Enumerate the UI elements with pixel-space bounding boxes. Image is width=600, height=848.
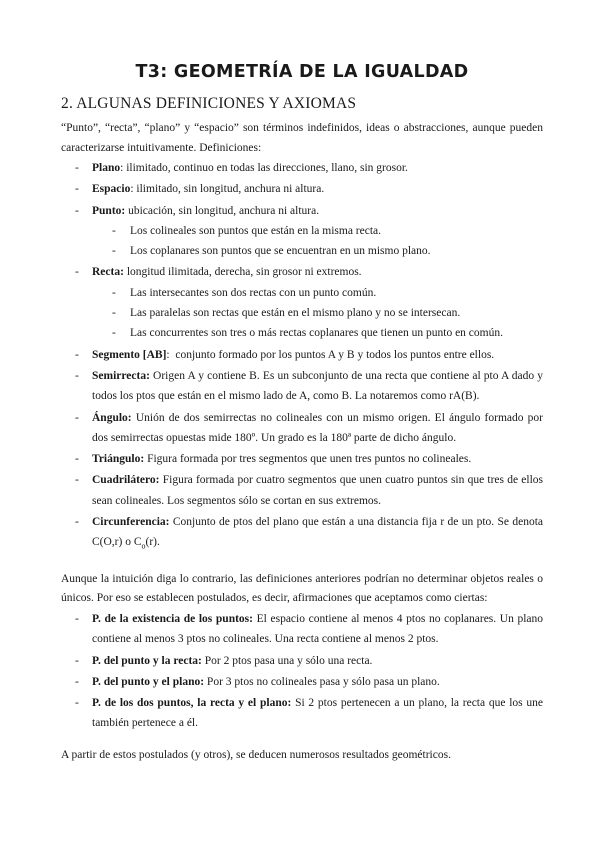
definition-text: Figura formada por tres segmentos que unen tres puntos no colineales. — [147, 453, 472, 466]
sub-item: - Las paralelas son rectas que están en el mismo plano y no se intersecan. — [92, 303, 543, 323]
postulate-term: P. del punto y la recta: — [92, 654, 202, 667]
definition-text: Unión de dos semirrectas no colineales con un mismo origen. El ángulo formado por dos semirrectas opuestas mide 180º. Un grado es la 180ª parte de dicho ángulo. — [92, 411, 543, 444]
definition-text: Figura formada por cuatro segmentos que unen cuatro puntos sin que tres de ellos sean colineales. Los segmentos sólo se cortan en sus extremos. — [92, 474, 544, 507]
section-heading: 2. ALGUNAS DEFINICIONES Y AXIOMAS — [61, 95, 357, 112]
definition-term: Ángulo: — [92, 411, 132, 424]
postulates-list — [61, 609, 543, 734]
definition-text: Conjunto de ptos del plano que están a una distancia fija r de un pto. Se denota C(O,r) o C — [92, 516, 544, 549]
postulate-text: El espacio contiene al menos 4 ptos no coplanares. Un plano contiene al menos 3 ptos no colineales. Una recta contiene al menos 2 ptos. — [92, 612, 544, 646]
definition-term: Semirrecta: — [92, 369, 150, 382]
definition-term: Cuadrilátero: — [92, 474, 160, 487]
definition-item: - Plano: ilimitado, continuo en todas las direcciones, llano, sin grosor. — [61, 158, 543, 178]
definition-term: Punto: — [92, 204, 126, 217]
definition-term: Segmento [AB] — [92, 348, 167, 361]
sub-list — [92, 283, 543, 344]
definitions-list — [61, 158, 543, 557]
definition-item — [61, 262, 543, 343]
definition-term: Plano — [92, 162, 121, 174]
sub-item: - Las intersecantes son dos rectas con un punto común. — [92, 283, 543, 303]
closing-paragraph: A partir de estos postulados (y otros), se deducen numerosos resultados geométricos. — [61, 748, 451, 761]
definition-term: Espacio — [92, 183, 131, 196]
definition-item: - Segmento [AB]: conjunto formado por los puntos A y B y todos los puntos entre ellos. — [61, 345, 543, 365]
subscript: o — [141, 541, 146, 551]
postulate-term: P. de los dos puntos, la recta y el plano: — [92, 697, 292, 710]
intro-paragraph: “Punto”, “recta”, “plano” y “espacio” son términos indefinidos, ideas o abstracciones, aunque pueden caracterizarse intuitivamente. Definiciones: — [61, 122, 543, 154]
postulate-item — [61, 609, 543, 650]
sub-item: - Las concurrentes son tres o más rectas coplanares que tienen un punto en común. — [92, 323, 543, 343]
definition-item — [61, 201, 543, 262]
definition-item: - Circunferencia: Conjunto de ptos del plano que están a una distancia fija r de un pto. Se denota C(O,r) o $C_o(r)$. — [61, 512, 543, 557]
definition-text: ilimitado, sin longitud, anchura ni altura. — [136, 183, 325, 196]
definition-text: Origen A y contiene B. Es un subconjunto de una recta que contiene al pto A dado y todos los ptos que están en el mismo lado de A, como B. La notaremos como rA(B). — [92, 369, 543, 403]
definition-item — [61, 470, 543, 511]
postulate-item — [61, 651, 543, 671]
definition-item — [61, 366, 543, 407]
definition-item — [61, 449, 543, 469]
sub-item: - Los colineales son puntos que están en la misma recta. — [92, 221, 543, 241]
definition-term: Triángulo: — [92, 453, 145, 466]
postulate-term: P. del punto y el plano: — [92, 675, 205, 688]
postulate-text: Si 2 ptos pertenecen a un plano, la recta que los une también pertenece a él. — [92, 697, 544, 730]
definition-text: longitud ilimitada, derecha, sin grosor ni extremos. — [126, 266, 362, 279]
sub-list — [92, 221, 543, 262]
postulate-item — [61, 693, 543, 734]
postulate-term: P. de la existencia de los puntos: — [92, 612, 253, 625]
definition-term: Circunferencia: — [92, 516, 170, 529]
definition-text: conjunto formado por los puntos A y B y todos los puntos entre ellos. — [175, 348, 495, 361]
postulate-item — [61, 672, 543, 692]
definition-item: - Espacio: ilimitado, sin longitud, anchura ni altura. — [61, 179, 543, 199]
postulate-text: Por 2 ptos pasa una y sólo una recta. — [204, 654, 373, 667]
sub-item: - Los coplanares son puntos que se encuentran en un mismo plano. — [92, 241, 543, 261]
postulates-intro: Aunque la intuición diga lo contrario, las definiciones anteriores podrían no determinar objetos reales o únicos. Por eso se establecen postulados, es decir, afirmaciones que aceptamos como ciertas: — [61, 572, 543, 605]
definition-item — [61, 408, 543, 449]
definition-text: ubicación, sin longitud, anchura ni altura. — [128, 204, 320, 217]
definition-text: ilimitado, continuo en todas las direcciones, llano, sin grosor. — [126, 162, 408, 174]
postulate-text: Por 3 ptos no colineales pasa y sólo pasa un plano. — [206, 675, 440, 688]
document-title: T3: GEOMETRÍA DE LA IGUALDAD — [135, 62, 469, 82]
definition-term: Recta: — [92, 266, 124, 279]
